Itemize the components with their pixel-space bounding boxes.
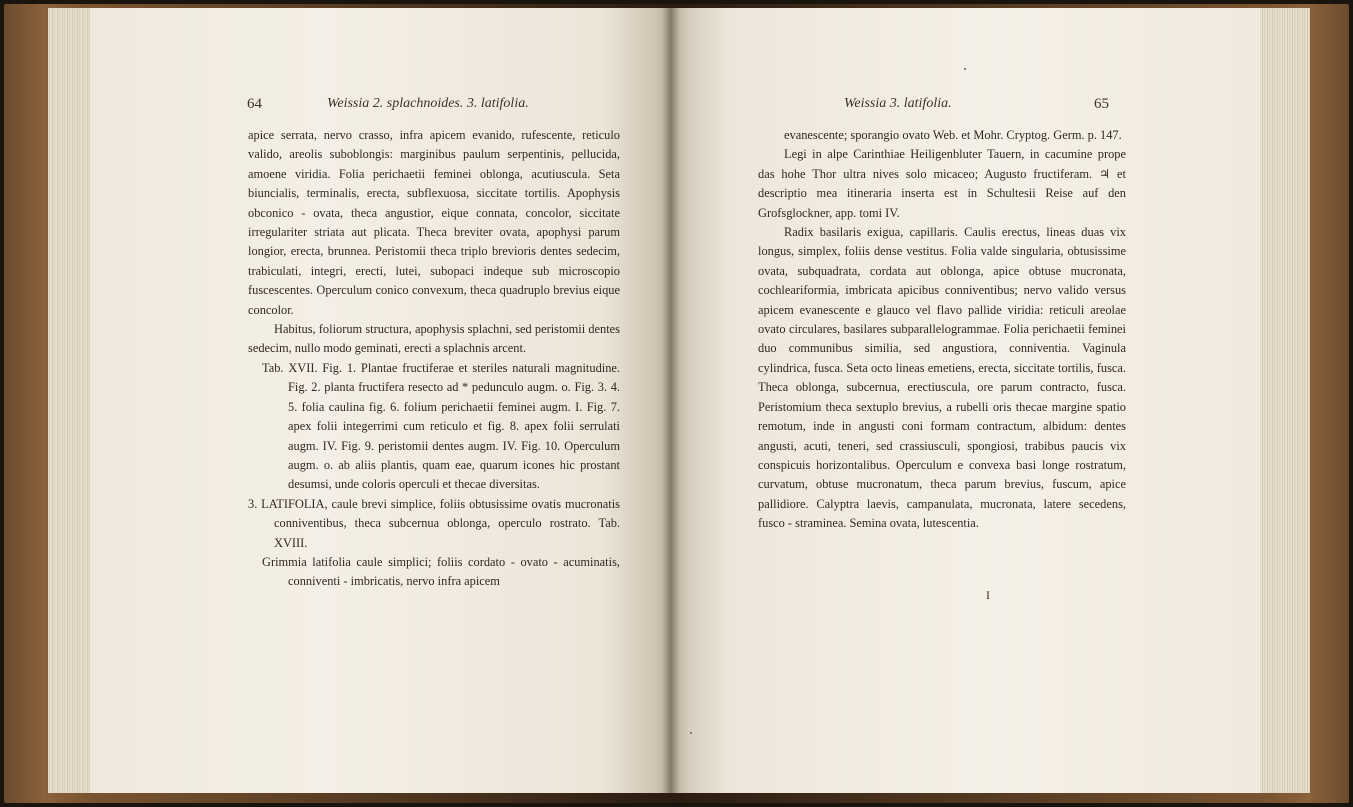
- right-page-header: [844, 96, 1264, 118]
- book-gutter: [662, 8, 680, 793]
- signature-mark: I: [986, 588, 990, 602]
- right-page-edges: [1258, 8, 1310, 793]
- left-page-number: 64: [247, 96, 262, 112]
- right-page: [672, 8, 1260, 793]
- left-running-title: Weissia 2. splachnoides. 3. latifolia.: [327, 96, 529, 111]
- paper-speck: [690, 732, 692, 734]
- right-paragraph: Legi in alpe Carinthiae Heiligenbluter Tauern, in cacumine prope das hohe Thor ultra nives solo micaceo; Augusto fructiferam. ♃ et descriptio mea itineraria inserta est in Schultesii Reise auf den Grofsglockner, app. tomi IV.: [758, 147, 1126, 220]
- right-paragraph: evanescente; sporangio ovato Web. et Mohr. Cryptog. Germ. p. 147.: [784, 128, 1122, 142]
- left-page-body: [248, 126, 620, 592]
- right-paragraph: Radix basilaris exigua, capillaris. Caulis erectus, lineas duas vix longus, simplex, foliis dense vestitus. Folia valde singularia, obtusissime ovata, subquadrata, cordata aut oblonga, apice obtuse mucronata, cochleariformia, imbricata apicibus conniventibus; nervo valido versus apicem evanescente e glauco vel flavo pallide viridia: reticuli areolae ovato circulares, basilares subparallelogrammae. Folia perichaetii feminei duo communibus similia, sed angustiora, conniventia. Vaginula cylindrica, fusca. Seta octo lineas emetiens, erecta, siccitate tortilis, fusca. Theca oblonga, subcernua, erectiuscula, ore parum contracto, fusca. Peristomium theca sextuplo brevius, a rubelli oris thecae margine spatio remotum, inde in angusti coni formam contractum, albidum: dentes angusti, acuti, teneri, sed crassiusculi, spongiosi, trabibus paucis vix conspicuis horizontalibus. Operculum e convexa basi longe rostratum, curvatum, obtuse mucronatum, theca parum brevius, fuscum, apice pallidiore. Calyptra laevis, campanulata, mucronata, latere secedens, fusco - straminea. Semina ovata, lutescentia.: [758, 225, 1126, 531]
- right-page-body: [758, 126, 1126, 534]
- paper-speck: [964, 68, 966, 70]
- right-running-title: Weissia 3. latifolia.: [844, 96, 952, 111]
- right-page-number: 65: [1094, 96, 1109, 112]
- left-paragraph: Habitus, foliorum structura, apophysis splachni, sed peristomii dentes sedecim, nullo modo geminati, erecti a splachnis arcent.: [248, 322, 620, 356]
- left-paragraph: Grimmia latifolia caule simplici; foliis cordato - ovato - acuminatis, conniventi - imbricatis, nervo infra apicem: [262, 554, 620, 589]
- left-paragraph: apice serrata, nervo crasso, infra apicem evanido, rufescente, reticulo valido, areolis suboblongis: marginibus paulum serpentinis, pellucida, amoene viridia. Folia perichaetii feminei oblonga, acutiuscula. Seta biuncialis, terminalis, erecta, subflexuosa, siccitate tortilis. Apophysis obconico - ovata, theca angustior, eique connata, concolor, siccitate irregulariter striata aut plicata. Theca breviter ovata, apophysi parum longior, erecta, brunnea. Peristomii theca triplo brevioris dentes sedecim, trabiculati, integri, erecti, lutei, subopaci indeque sub microscopio fuscescentes. Operculum conico convexum, theca quadruplo brevius eique concolor.: [248, 128, 620, 317]
- left-paragraph: Tab. XVII. Fig. 1. Plantae fructiferae et steriles naturali magnitudine. Fig. 2. planta fructifera resecto ad * pedunculo augm. o. Fig. 3. 4. 5. folia caulina fig. 6. folium perichaetii feminei augm. I. Fig. 7. apex folii integerrimi cum reticulo et fig. 8. apex folii serrulati augm. IV. Fig. 9. peristomii dentes augm. IV. Fig. 10. Operculum augm. o. ab aliis plantis, quam eae, quarum icones hic prostant desumsi, unde coloris operculi et thecae diversitas.: [262, 360, 620, 492]
- left-page: [90, 8, 672, 793]
- left-paragraph: 3. LATIFOLIA, caule brevi simplice, foliis obtusissime ovatis mucronatis conniventibus, theca subcernua oblonga, operculo rostrato. Tab. XVIII.: [248, 496, 620, 550]
- left-page-edges: [48, 8, 92, 793]
- left-page-header: [247, 96, 667, 118]
